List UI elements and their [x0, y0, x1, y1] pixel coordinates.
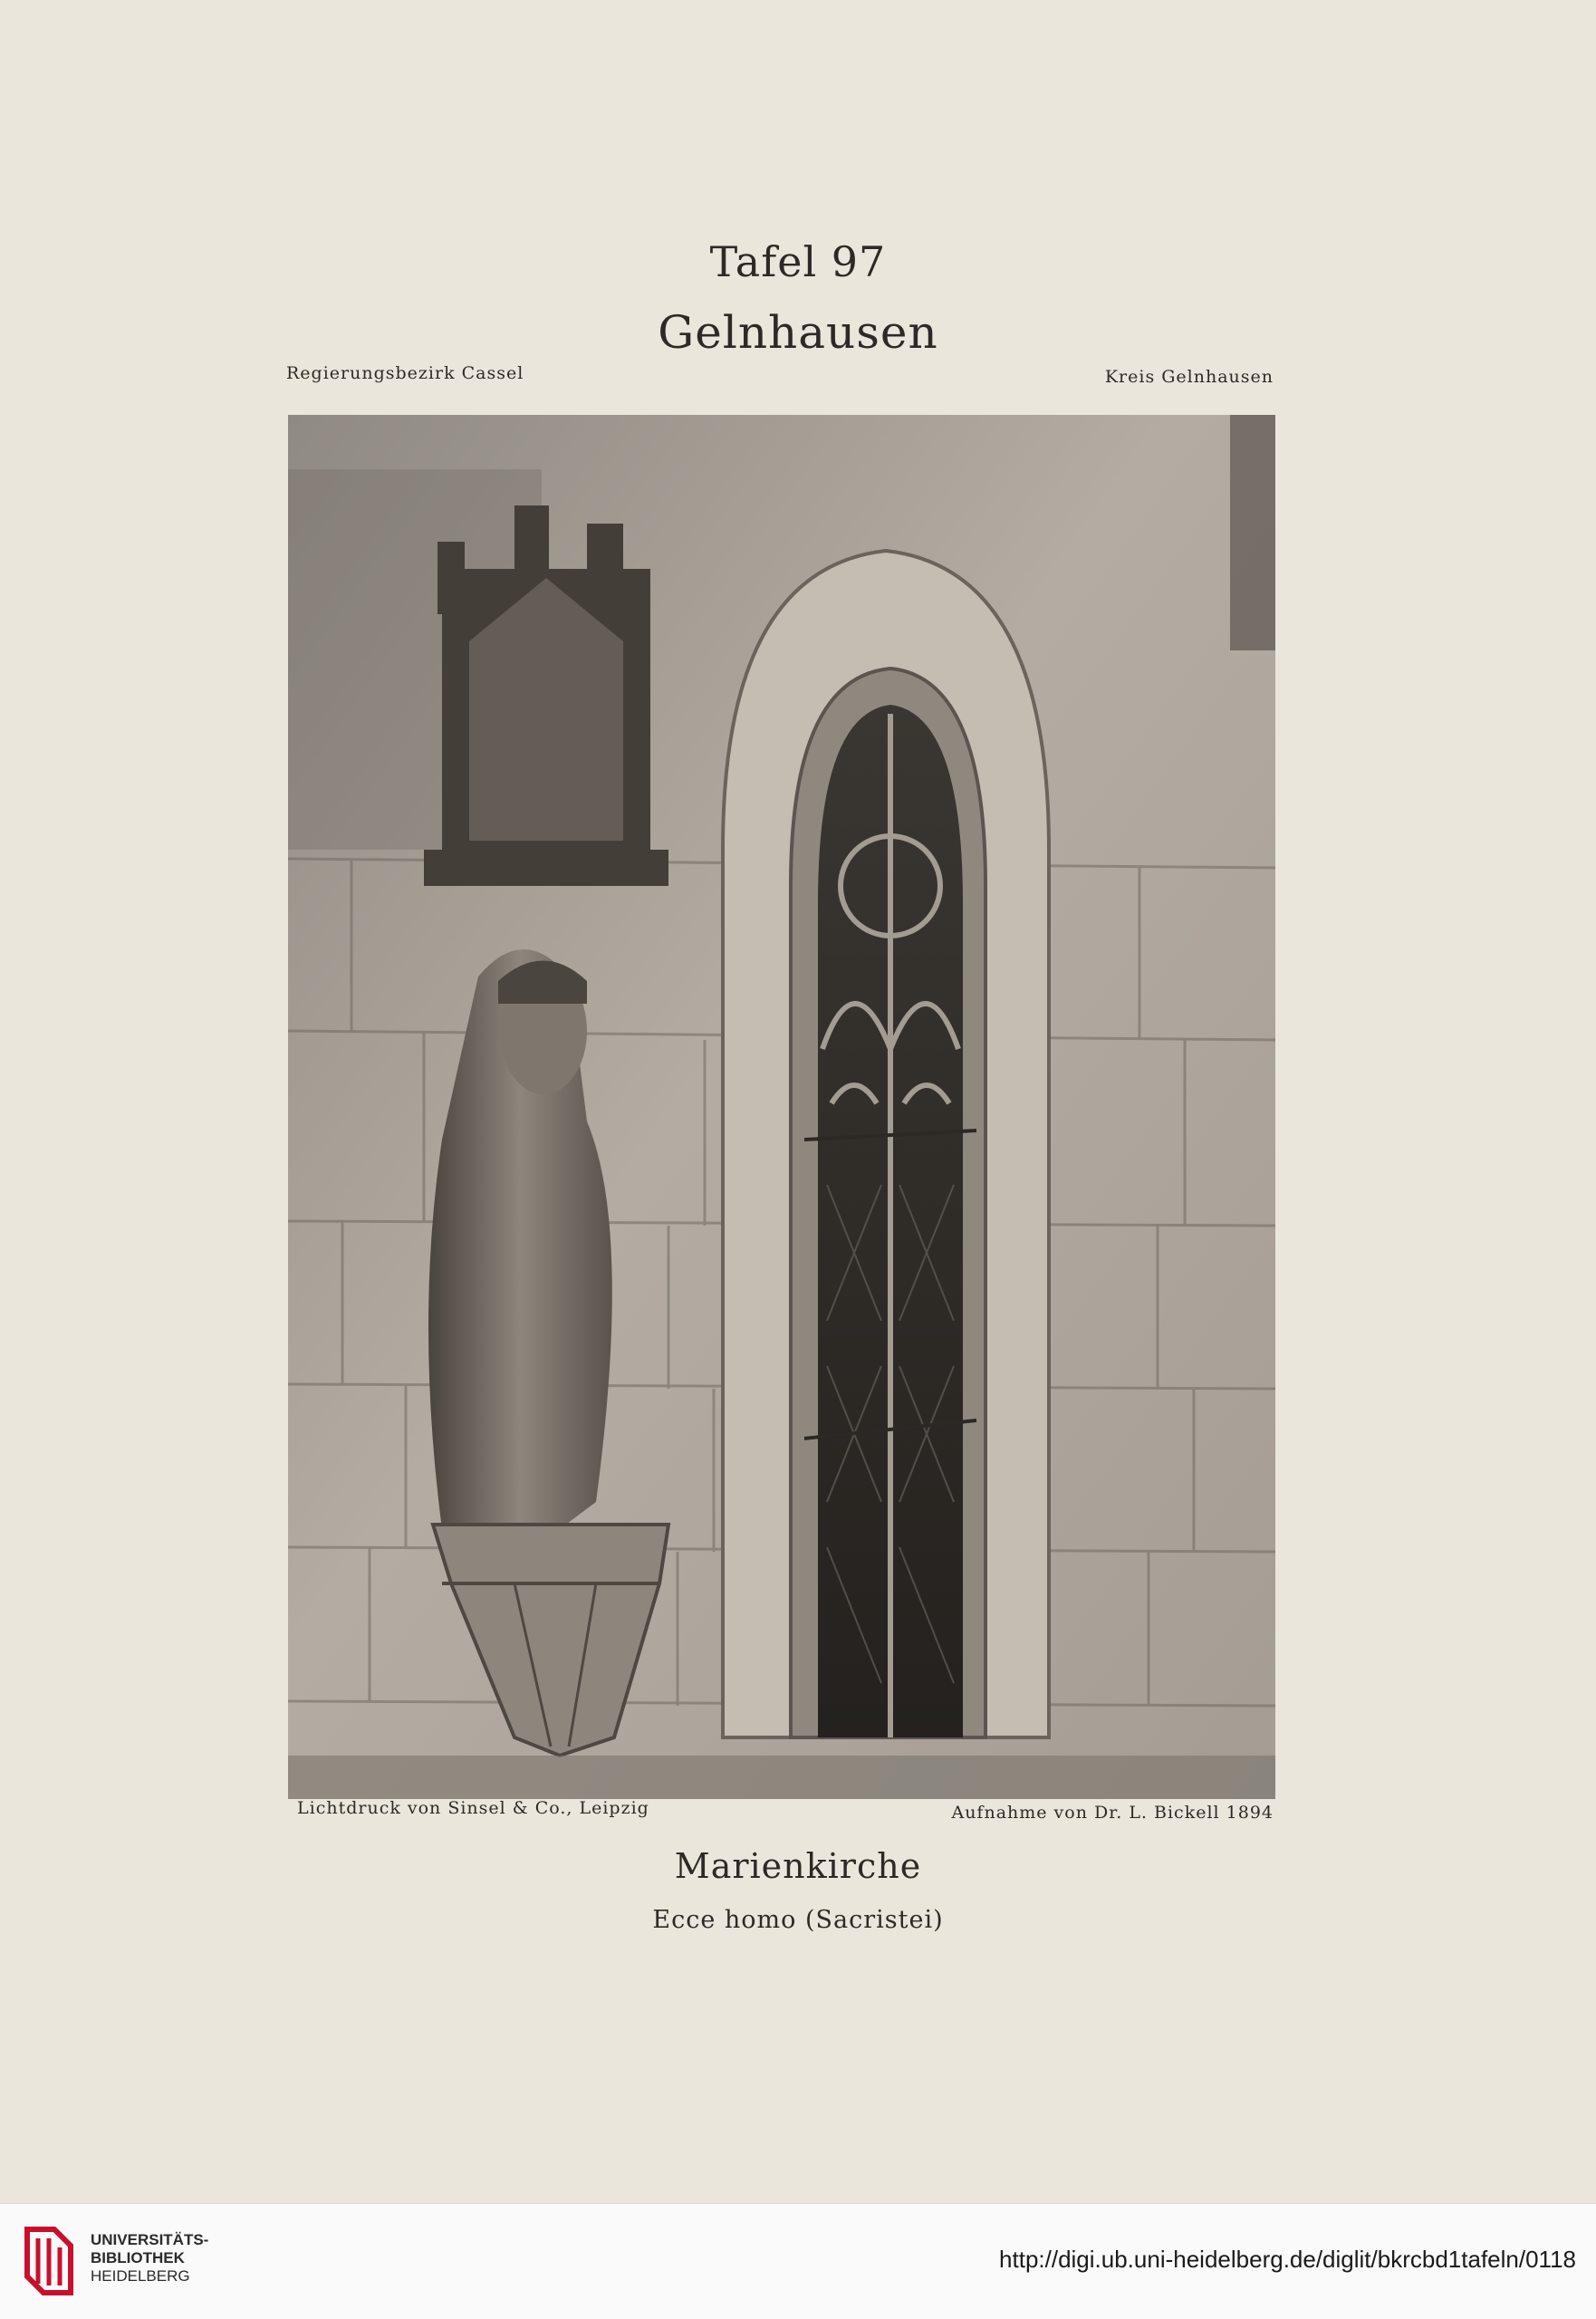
university-library-logo-icon[interactable] [18, 2220, 80, 2302]
library-name-line2: BIBLIOTHEK [91, 2249, 185, 2266]
library-footer [0, 2203, 1596, 2319]
caption-subtitle: Ecce homo (Sacristei) [652, 1906, 944, 1934]
church-photograph [288, 415, 1275, 1799]
district-right: Kreis Gelnhausen [1104, 367, 1274, 387]
plate-place: Gelnhausen [658, 306, 938, 359]
printer-credit: Lichtdruck von Sinsel & Co., Leipzig [297, 1798, 649, 1818]
plate-number: Tafel 97 [709, 237, 887, 286]
caption-title: Marienkirche [674, 1846, 922, 1886]
library-name-line3: HEIDELBERG [91, 2267, 190, 2285]
photographer-credit: Aufnahme von Dr. L. Bickell 1894 [951, 1803, 1274, 1823]
permalink-url[interactable]: http://digi.ub.uni-heidelberg.de/diglit/bkrcbd1tafeln/0118 [999, 2246, 1576, 2273]
library-name [91, 2231, 208, 2285]
library-name-line1: UNIVERSITÄTS- [91, 2231, 209, 2248]
district-left: Regierungsbezirk Cassel [286, 363, 524, 383]
